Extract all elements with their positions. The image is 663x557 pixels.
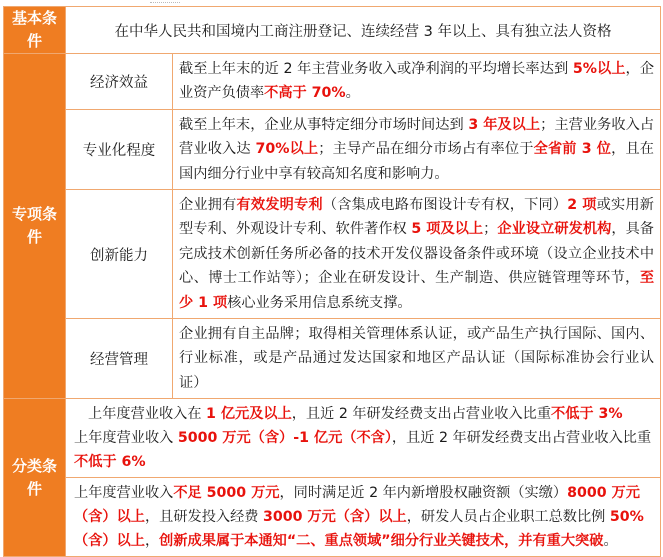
body-text: ，企业资产负债率 bbox=[179, 61, 655, 102]
special-row-specialization bbox=[4, 109, 661, 189]
dotted-mark bbox=[150, 2, 180, 3]
classify-paragraph-1 bbox=[74, 402, 652, 426]
body-text: 企业拥有自主品牌；取得相关管理体系认证，或产品生产执行国际、国内、行业标准，或是产品通过发达国家和地区产品认证（国际标准协会行业认证） bbox=[179, 326, 655, 391]
body-text: 核心业务采用信息系统支撑。 bbox=[227, 294, 412, 311]
highlight-text: 至少 1 项 bbox=[179, 270, 655, 311]
body-text: ，研发人员占企业职工总数比例 bbox=[406, 509, 610, 526]
highlight-text: 3000 万元（含）以上 bbox=[262, 509, 407, 526]
body-text: ，且近 2 年研发经费支出占营业收入比重 bbox=[291, 406, 552, 423]
special-desc-economic bbox=[173, 54, 661, 110]
special-row-innovation bbox=[4, 190, 661, 319]
classify-row bbox=[4, 399, 661, 557]
body-text: 企业拥有 bbox=[179, 197, 237, 214]
highlight-text: 不低于 3% bbox=[551, 406, 623, 423]
body-text: ，具备完成技术创新任务所必备的技术开发仪器设备条件或环境（设立企业技术中心、博士工作站等）；企业在研发设计、生产制造、供应链管理等环节， bbox=[179, 221, 655, 287]
basic-text: 在中华人民共和国境内工商注册登记、连续经营 3 年以上、具有独立法人资格 bbox=[66, 7, 661, 54]
highlight-text: 企业设立研发机构 bbox=[497, 221, 612, 238]
classify-content bbox=[66, 399, 661, 557]
body-text: ， bbox=[144, 533, 160, 550]
body-text: ，且近 2 年研发经费支出占营业收入比重 bbox=[391, 430, 652, 447]
criteria-table bbox=[3, 6, 661, 557]
classify-paragraph-3 bbox=[74, 481, 652, 553]
body-text: ，同时满足近 2 年内新增股权融资额（实缴） bbox=[279, 485, 568, 502]
body-text: 。 bbox=[345, 85, 360, 102]
special-name-management: 经营管理 bbox=[66, 319, 173, 399]
special-desc-specialization bbox=[173, 109, 661, 189]
special-desc-management bbox=[173, 319, 661, 399]
body-text: ，且研发投入经费 bbox=[144, 509, 263, 526]
highlight-text: 全省前 3 位 bbox=[533, 141, 612, 158]
basic-label: 基本条件 bbox=[4, 7, 66, 54]
classify-separator bbox=[66, 477, 660, 478]
body-text: 上年度营业收入 bbox=[74, 430, 178, 447]
highlight-text: 5%以上 bbox=[572, 61, 626, 77]
highlight-text: 3 年及以上 bbox=[468, 116, 541, 133]
body-text: 截至上年末，企业从事特定细分市场时间达到 bbox=[179, 116, 469, 133]
special-label: 专项条件 bbox=[4, 54, 66, 399]
classify-paragraph-2 bbox=[74, 426, 652, 474]
body-text: ；主导产品在细分市场占有率位于 bbox=[318, 141, 534, 158]
special-desc-innovation bbox=[173, 190, 661, 319]
body-text: （含集成电路布图设计专有权，下同） bbox=[322, 197, 568, 214]
body-text: 。 bbox=[603, 533, 618, 550]
body-text: 截至上年末的近 2 年主营业务收入或净利润的平均增长率达到 bbox=[179, 61, 573, 77]
special-name-specialization: 专业化程度 bbox=[66, 109, 173, 189]
highlight-text: 70%以上 bbox=[255, 141, 319, 158]
special-row-management bbox=[4, 319, 661, 399]
highlight-text: 不低于 6% bbox=[74, 454, 146, 471]
highlight-text: 不足 5000 万元 bbox=[173, 485, 280, 502]
body-text: ，且在国内细分行业中享有较高知名度和影响力。 bbox=[179, 141, 654, 182]
highlight-text: 不高于 70% bbox=[264, 85, 346, 102]
highlight-text: 5 项及以上 bbox=[411, 221, 484, 238]
body-text: 上年度营业收入在 bbox=[88, 406, 207, 423]
body-text: ； bbox=[483, 221, 498, 238]
body-text: ；主营业务收入占营业收入达 bbox=[179, 116, 655, 158]
highlight-text: 2 项 bbox=[567, 197, 597, 214]
highlight-text: 5000 万元（含）-1 亿元（不含） bbox=[177, 430, 392, 447]
highlight-text: 8000 万元（含）以上 bbox=[74, 485, 640, 526]
body-text: 或实用新型专利、外观设计专利、软件著作权 bbox=[179, 197, 654, 238]
highlight-text: 有效发明专利 bbox=[236, 197, 323, 214]
classify-label: 分类条件 bbox=[4, 399, 66, 557]
highlight-text: 创新成果属于本通知“二、重点领域”细分行业关键技术，并有重大突破 bbox=[159, 533, 604, 550]
special-name-innovation: 创新能力 bbox=[66, 190, 173, 319]
highlight-text: 50%（含）以上 bbox=[74, 509, 644, 550]
highlight-text: 1 亿元及以上 bbox=[206, 406, 292, 423]
special-row-economic bbox=[4, 54, 661, 110]
special-name-economic: 经济效益 bbox=[66, 54, 173, 110]
basic-row bbox=[4, 7, 661, 54]
body-text: 上年度营业收入 bbox=[74, 485, 174, 502]
